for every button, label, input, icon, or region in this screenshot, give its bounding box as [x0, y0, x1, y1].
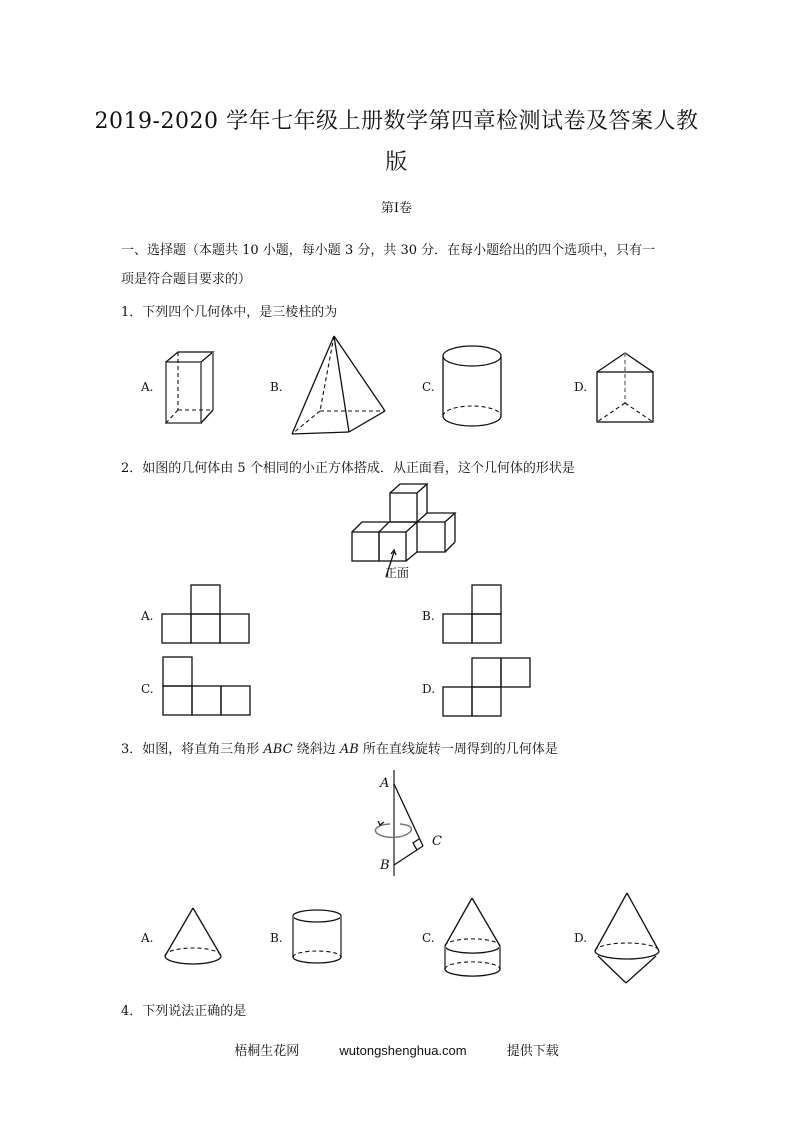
q1-option-b-label[interactable]: B.: [270, 380, 283, 394]
question-text: 下列说法正确的是: [142, 1004, 247, 1019]
document-title-line1: 2019-2020 学年七年级上册数学第四章检测试卷及答案人教: [94, 109, 699, 134]
t-shape-grid-figure: [162, 585, 252, 645]
footer-url[interactable]: wutongshenghua.com: [339, 1043, 467, 1058]
q3-option-c-label[interactable]: C.: [422, 931, 435, 945]
footer-site-name: 梧桐生花网: [234, 1044, 300, 1059]
hypotenuse-name: AB: [339, 742, 359, 757]
front-view-caption: 正面: [385, 566, 410, 580]
s-shape-grid-figure: [443, 658, 535, 718]
square-pyramid-figure: [290, 334, 390, 439]
q3-option-a-label[interactable]: A.: [141, 931, 154, 945]
q3-option-d-label[interactable]: D.: [574, 931, 588, 945]
cone-on-cylinder-figure: [443, 895, 505, 980]
question-3: 3．如图，将直角三角形 ABC 绕斜边 AB 所在直线旋转一周得到的几何体是: [121, 742, 558, 757]
right-triangle-rotation-figure: [360, 768, 460, 880]
triangular-prism-figure: [594, 350, 658, 424]
point-b-label: B: [380, 858, 390, 873]
question-1: [121, 301, 337, 320]
question-text: 下列四个几何体中，是三棱柱的为: [142, 305, 338, 320]
stacked-cubes-figure: [348, 480, 468, 565]
footer-note: 提供下载: [506, 1044, 559, 1059]
question-number: 3．: [121, 742, 143, 757]
point-a-label: A: [380, 776, 390, 791]
q1-option-a-label[interactable]: A.: [141, 380, 154, 394]
question-number: 1．: [121, 305, 143, 320]
q1-option-c-label[interactable]: C.: [422, 380, 435, 394]
question-text: 如图的几何体由 5 个相同的小正方体搭成．从正面看，这个几何体的形状是: [142, 461, 575, 476]
cylinder-option-figure: [290, 906, 348, 968]
q2-option-b-label[interactable]: B.: [422, 609, 435, 623]
double-cone-figure: [593, 891, 663, 987]
left-top-grid-figure: [163, 657, 253, 717]
triangle-name: ABC: [263, 742, 293, 757]
page-footer: [0, 1040, 793, 1059]
point-c-label: C: [432, 834, 442, 849]
cone-figure: [163, 906, 225, 968]
q2-option-d-label[interactable]: D.: [422, 682, 436, 696]
question-number: 4．: [121, 1004, 143, 1019]
q1-option-d-label[interactable]: D.: [574, 380, 588, 394]
q2-option-a-label[interactable]: A.: [141, 609, 154, 623]
question-4: [121, 1000, 246, 1019]
question-2: [121, 457, 575, 476]
section-heading-line1: 一、选择题（本题共 10 小题，每小题 3 分，共 30 分．在每小题给出的四个选项中，只有一: [121, 243, 656, 258]
l-shape-grid-figure: [443, 585, 505, 645]
q3-option-b-label[interactable]: B.: [270, 931, 283, 945]
document-title-line2: 版: [385, 150, 408, 175]
cylinder-figure: [440, 344, 506, 432]
section-heading-line2: 项是符合题目要求的）: [121, 272, 252, 287]
q2-option-c-label[interactable]: C.: [141, 682, 154, 696]
rectangular-prism-figure: [160, 350, 220, 430]
question-number: 2．: [121, 461, 143, 476]
volume-label: 第Ⅰ卷: [380, 201, 413, 216]
